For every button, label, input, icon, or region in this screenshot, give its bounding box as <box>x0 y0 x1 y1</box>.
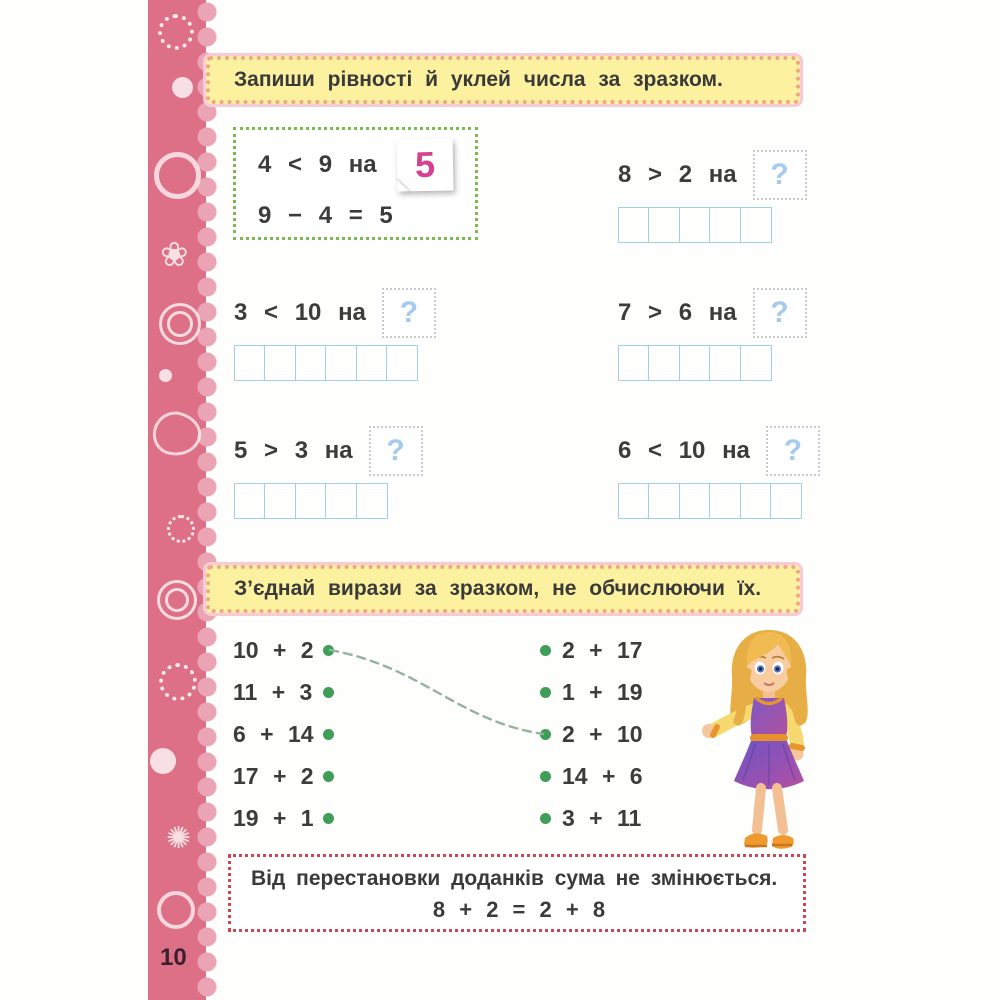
answer-cell[interactable] <box>740 345 772 381</box>
exercise-3-lt-10 <box>234 286 436 381</box>
sun-swirl-icon: ✺ <box>166 822 192 855</box>
connect-dot[interactable] <box>323 687 334 698</box>
answer-cell[interactable] <box>325 345 357 381</box>
answer-cell[interactable] <box>709 207 741 243</box>
task2-instruction-text: З’єднай вирази за зразком, не обчислюючи їх. <box>234 577 762 600</box>
rule-box <box>228 854 806 932</box>
exercise-6-lt-10 <box>618 424 820 519</box>
match-row <box>233 755 673 797</box>
connect-dot[interactable] <box>540 687 551 698</box>
exercise-5-gt-3 <box>234 424 423 519</box>
number-sticker <box>396 139 453 192</box>
exercise-7-gt-6 <box>618 286 807 381</box>
question-mark: ? <box>783 434 803 467</box>
connect-dot[interactable] <box>323 729 334 740</box>
ring-icon <box>154 152 201 199</box>
answer-cell[interactable] <box>740 207 772 243</box>
connect-dot[interactable] <box>323 813 334 824</box>
task1-instruction-banner <box>206 56 800 104</box>
answer-cell[interactable] <box>264 483 296 519</box>
connect-dot[interactable] <box>323 645 334 656</box>
answer-cell[interactable] <box>356 345 388 381</box>
question-mark: ? <box>386 434 405 467</box>
dotted-ring-small-icon <box>167 515 195 543</box>
right-expression: 2 + 17 <box>562 636 643 663</box>
connect-dot[interactable] <box>540 771 551 782</box>
answer-sticker-slot[interactable] <box>382 288 436 338</box>
concentric-circles-icon <box>159 303 201 345</box>
answer-cell[interactable] <box>295 483 327 519</box>
connect-dot[interactable] <box>540 813 551 824</box>
answer-cell[interactable] <box>234 483 266 519</box>
girl-illustration <box>693 624 845 860</box>
answer-cell[interactable] <box>264 345 296 381</box>
answer-cell[interactable] <box>618 345 650 381</box>
comparison-text: 5 > 3 на <box>234 437 353 464</box>
equation-cells <box>234 345 436 381</box>
answer-cell[interactable] <box>648 207 680 243</box>
match-row <box>233 671 673 713</box>
right-expression: 2 + 10 <box>562 720 643 747</box>
left-expression: 10 + 2 <box>233 636 314 663</box>
task1-instruction-text: Запиши рівності й уклей числа за зразком. <box>234 68 723 91</box>
rule-equation: 8 + 2 = 2 + 8 <box>432 897 606 922</box>
left-expression: 6 + 14 <box>233 720 314 747</box>
match-row <box>233 797 673 839</box>
match-row <box>233 713 673 755</box>
equation-cells <box>618 207 807 243</box>
answer-sticker-slot[interactable] <box>753 150 807 200</box>
answer-cell[interactable] <box>325 483 357 519</box>
answer-cell[interactable] <box>648 345 680 381</box>
filled-dot-icon <box>172 77 193 98</box>
comparison-text: 3 < 10 на <box>234 299 366 326</box>
right-expression: 14 + 6 <box>562 762 643 789</box>
left-expression: 19 + 1 <box>233 804 314 831</box>
match-row <box>233 629 673 671</box>
right-expression: 1 + 19 <box>562 678 643 705</box>
answer-cell[interactable] <box>679 483 711 519</box>
left-expression: 11 + 3 <box>233 678 313 705</box>
connect-dot[interactable] <box>540 729 551 740</box>
answer-cell[interactable] <box>356 483 388 519</box>
answer-cell[interactable] <box>679 345 711 381</box>
question-mark: ? <box>770 158 789 191</box>
answer-cell[interactable] <box>295 345 327 381</box>
answer-cell[interactable] <box>234 345 266 381</box>
answer-cell[interactable] <box>679 207 711 243</box>
matching-exercise <box>233 629 673 839</box>
equation-cells <box>234 483 423 519</box>
scallop-bead-border <box>195 0 221 1000</box>
answer-cell[interactable] <box>709 483 741 519</box>
ring-icon <box>157 891 195 929</box>
dotted-ring-icon <box>159 663 197 701</box>
equation-cells <box>618 345 807 381</box>
answer-cell[interactable] <box>386 345 418 381</box>
answer-cell[interactable] <box>740 483 772 519</box>
answer-sticker-slot[interactable] <box>369 426 423 476</box>
flower-icon: ❀ <box>160 236 189 274</box>
comparison-text: 8 > 2 на <box>618 161 737 188</box>
left-expression: 17 + 2 <box>233 762 314 789</box>
right-expression: 3 + 11 <box>562 804 642 831</box>
task2-instruction-banner <box>206 565 800 613</box>
filled-dot-icon <box>150 748 176 774</box>
question-mark: ? <box>399 296 419 329</box>
dotted-ring-icon <box>158 14 194 50</box>
answer-cell[interactable] <box>648 483 680 519</box>
exercise-8-gt-2 <box>618 148 807 243</box>
answer-cell[interactable] <box>618 207 650 243</box>
task1-example-box <box>233 127 478 240</box>
example-equation: 9 − 4 = 5 <box>258 202 393 229</box>
concentric-circles-icon <box>157 580 197 620</box>
answer-cell[interactable] <box>618 483 650 519</box>
page-number: 10 <box>160 944 187 971</box>
comparison-text: 6 < 10 на <box>618 437 750 464</box>
small-dot-icon <box>159 369 172 382</box>
answer-cell[interactable] <box>770 483 802 519</box>
connect-dot[interactable] <box>540 645 551 656</box>
sticker-digit: 5 <box>414 143 435 186</box>
answer-sticker-slot[interactable] <box>753 288 807 338</box>
rule-text: Від перестановки доданків сума не змінюється. <box>251 867 778 890</box>
equation-cells <box>618 483 820 519</box>
example-comparison: 4 < 9 на <box>258 151 377 178</box>
answer-sticker-slot[interactable] <box>766 426 820 476</box>
connect-dot[interactable] <box>323 771 334 782</box>
comparison-text: 7 > 6 на <box>618 299 737 326</box>
question-mark: ? <box>770 296 789 329</box>
answer-cell[interactable] <box>709 345 741 381</box>
